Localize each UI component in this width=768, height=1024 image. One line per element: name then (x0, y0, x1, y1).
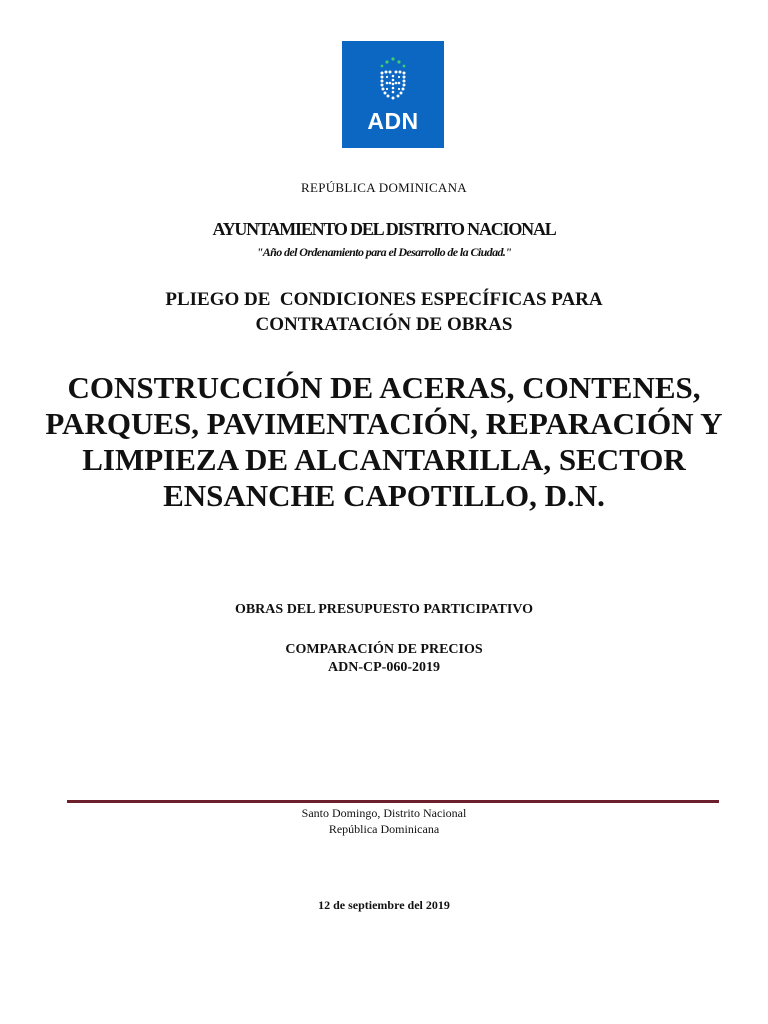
project-title (0, 370, 768, 514)
city-line: Santo Domingo, Distrito Nacional (301, 806, 467, 820)
adn-logo (342, 41, 444, 148)
place-block (0, 805, 768, 837)
reference-code: ADN-CP-060-2019 (328, 660, 440, 675)
procedure-type: COMPARACIÓN DE PRECIOS (285, 642, 483, 657)
country-line: República Dominicana (328, 822, 440, 836)
document-type (0, 287, 768, 337)
country-heading: REPÚBLICA DOMINICANA (301, 180, 467, 195)
program-name: OBRAS DEL PRESUPUESTO PARTICIPATIVO (234, 602, 534, 617)
project-title-line: PARQUES, PAVIMENTACIÓN, REPARACIÓN Y (45, 406, 723, 441)
document-type-line: CONTRATACIÓN DE OBRAS (255, 314, 513, 335)
institution-name: AYUNTAMIENTO DEL DISTRITO NACIONAL (212, 219, 556, 239)
footer-divider (67, 800, 719, 803)
project-title-line: ENSANCHE CAPOTILLO, D.N. (163, 478, 605, 513)
year-motto: "Año del Ordenamiento para el Desarrollo de la Ciudad." (256, 245, 512, 259)
procedure-block (0, 641, 768, 677)
project-title-line: CONSTRUCCIÓN DE ACERAS, CONTENES, (67, 370, 701, 405)
document-type-line: PLIEGO DE CONDICIONES ESPECÍFICAS PARA (165, 289, 603, 310)
project-title-line: LIMPIEZA DE ALCANTARILLA, SECTOR (82, 442, 686, 477)
logo-text: ADN (367, 108, 419, 134)
issue-date: 12 de septiembre del 2019 (318, 898, 450, 912)
